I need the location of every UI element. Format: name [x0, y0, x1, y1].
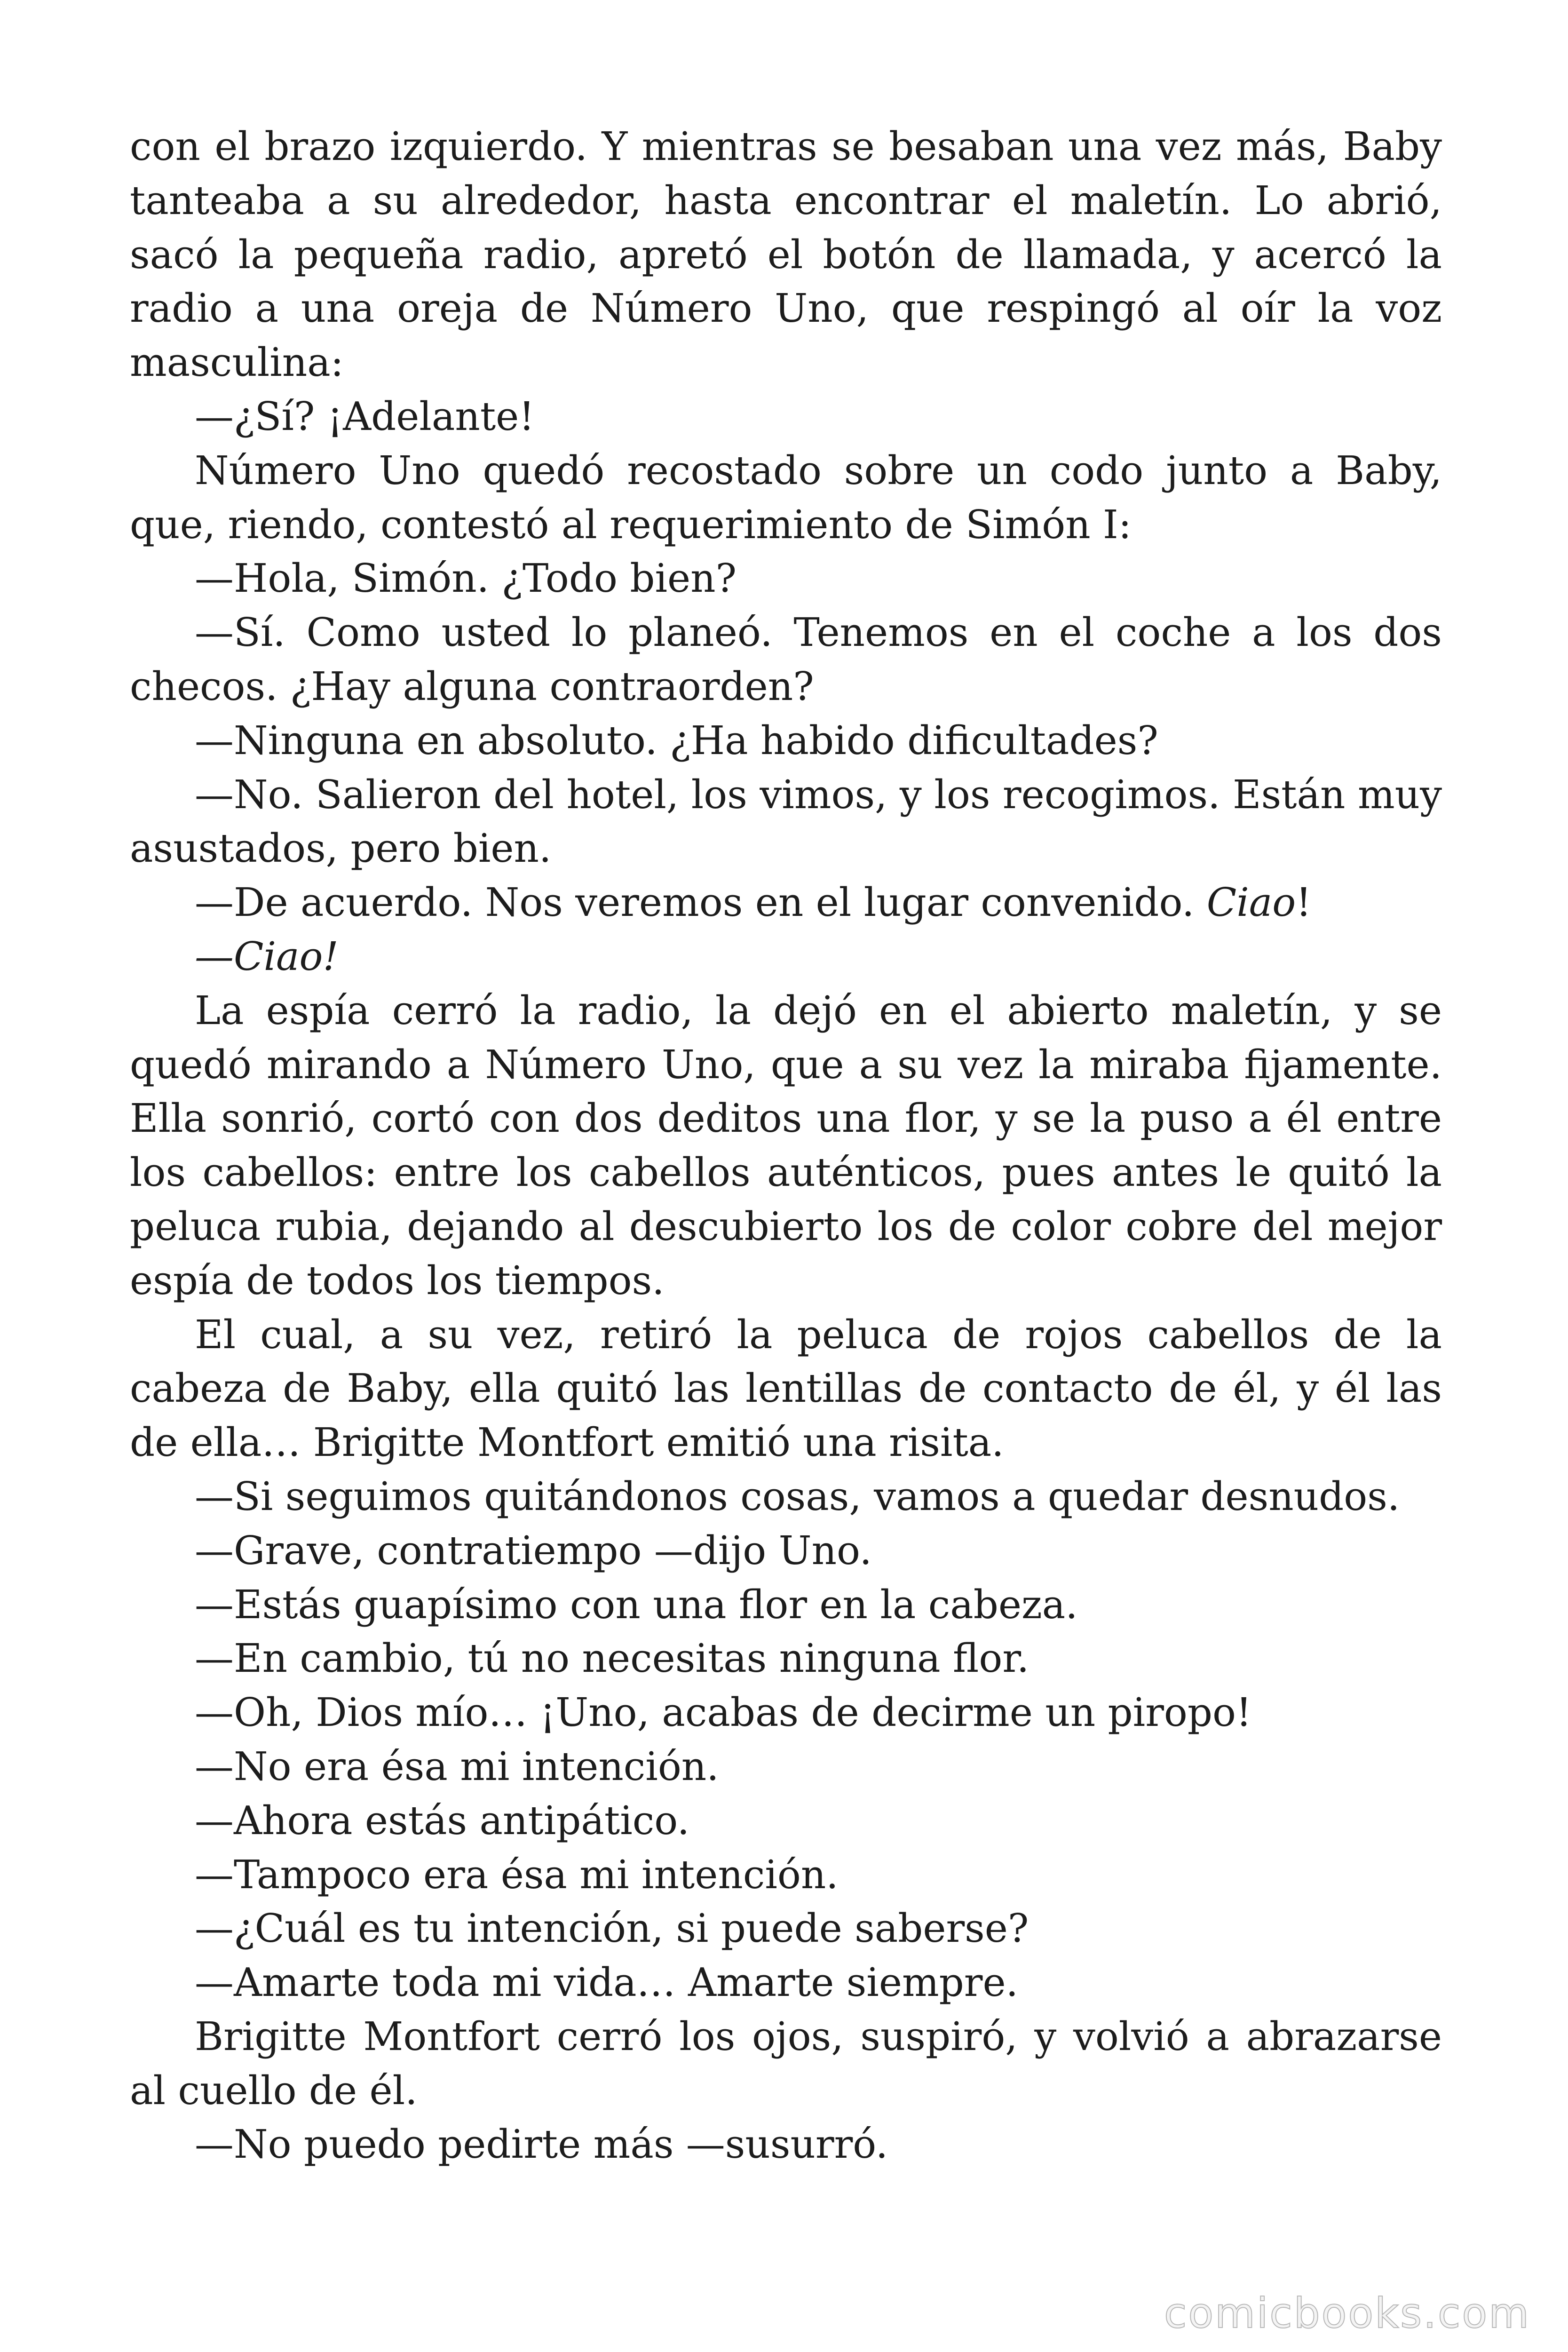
paragraph — [130, 1524, 1442, 1578]
paragraph-text: —Amarte toda mi vida… Amarte siempre. — [195, 1960, 1018, 2006]
paragraph-text: —Grave, contratiempo —dijo Uno. — [195, 1527, 872, 1573]
paragraph — [130, 1740, 1442, 1794]
paragraph-text: —¿Cuál es tu intención, si puede saberse? — [195, 1906, 1029, 1952]
paragraph-text: ! — [1296, 880, 1312, 926]
paragraph-text: —Sí. Como usted lo planeó. Tenemos en el coche a los dos checos. ¿Hay alguna contraorden? — [130, 610, 1442, 709]
paragraph-text: —No. Salieron del hotel, los vimos, y los recogimos. Están muy asustados, pero bien. — [130, 771, 1442, 872]
watermark-logo: comicbooks.com — [1164, 2289, 1530, 2337]
paragraph-text: El cual, a su vez, retiró la peluca de rojos cabellos de la cabeza de Baby, ella quitó las lentillas de contacto de él, y él las de ella… Brigitte Montfort emitió una risita. — [130, 1311, 1442, 1466]
italic-text: Ciao — [1206, 880, 1296, 926]
paragraph-text: —No puedo pedirte más —susurró. — [195, 2122, 888, 2168]
paragraph — [130, 1848, 1442, 1902]
paragraph-text: —Ahora estás antipático. — [195, 1797, 690, 1843]
paragraph-text: —Si seguimos quitándonos cosas, vamos a quedar desnudos. — [195, 1473, 1400, 1519]
paragraph-text: —Estás guapísimo con una flor en la cabeza. — [195, 1581, 1078, 1628]
paragraph — [130, 930, 1442, 984]
book-page-text — [130, 120, 1442, 2172]
paragraph-text: —En cambio, tú no necesitas ninguna flor. — [195, 1636, 1029, 1682]
paragraph — [130, 1308, 1442, 1470]
paragraph — [130, 1632, 1442, 1686]
paragraph — [130, 2010, 1442, 2118]
paragraph — [130, 606, 1442, 714]
paragraph-text: Brigitte Montfort cerró los ojos, suspiró, y volvió a abrazarse al cuello de él. — [130, 2013, 1442, 2114]
paragraph — [130, 552, 1442, 606]
paragraph-text: con el brazo izquierdo. Y mientras se besaban una vez más, Baby tanteaba a su alrededor, hasta encontrar el maletín. Lo abrió, sacó la pequeña radio, apretó el botón de llamada, y acercó la radio a una oreja de Número Uno, que respingó al oír la voz masculina: — [130, 124, 1442, 386]
paragraph-text: —Hola, Simón. ¿Todo bien? — [195, 556, 737, 602]
paragraph-text: —¿Sí? ¡Adelante! — [195, 393, 535, 439]
paragraph-text: Número Uno quedó recostado sobre un codo junto a Baby, que, riendo, contestó al requerimiento de Simón I: — [130, 447, 1442, 548]
paragraph — [130, 1902, 1442, 1956]
paragraph — [130, 120, 1442, 390]
paragraph-text: —Ninguna en absoluto. ¿Ha habido dificultades? — [195, 717, 1158, 763]
paragraph-text: La espía cerró la radio, la dejó en el abierto maletín, y se quedó mirando a Número Uno, que a su vez la miraba fijamente. Ella sonrió, cortó con dos deditos una flor, y se la puso a él entre los cabellos: entre los cabellos auténticos, pues antes le quitó la peluca rubia, dejando al descubierto los de color cobre del mejor espía de todos los tiempos. — [130, 987, 1442, 1303]
paragraph — [130, 714, 1442, 768]
paragraph-text: —De acuerdo. Nos veremos en el lugar convenido. — [195, 880, 1207, 926]
paragraph — [130, 2118, 1442, 2172]
paragraph — [130, 1470, 1442, 1524]
paragraph — [130, 390, 1442, 444]
paragraph-text: —Oh, Dios mío… ¡Uno, acabas de decirme un piropo! — [195, 1690, 1252, 1736]
paragraph — [130, 768, 1442, 876]
italic-text: —Ciao! — [195, 933, 339, 979]
paragraph — [130, 1578, 1442, 1632]
paragraph — [130, 444, 1442, 552]
paragraph — [130, 1956, 1442, 2010]
paragraph — [130, 876, 1442, 930]
paragraph — [130, 984, 1442, 1308]
paragraph — [130, 1794, 1442, 1848]
paragraph — [130, 1686, 1442, 1740]
paragraph-text: —Tampoco era ésa mi intención. — [195, 1851, 839, 1898]
paragraph-text: —No era ésa mi intención. — [195, 1743, 719, 1789]
